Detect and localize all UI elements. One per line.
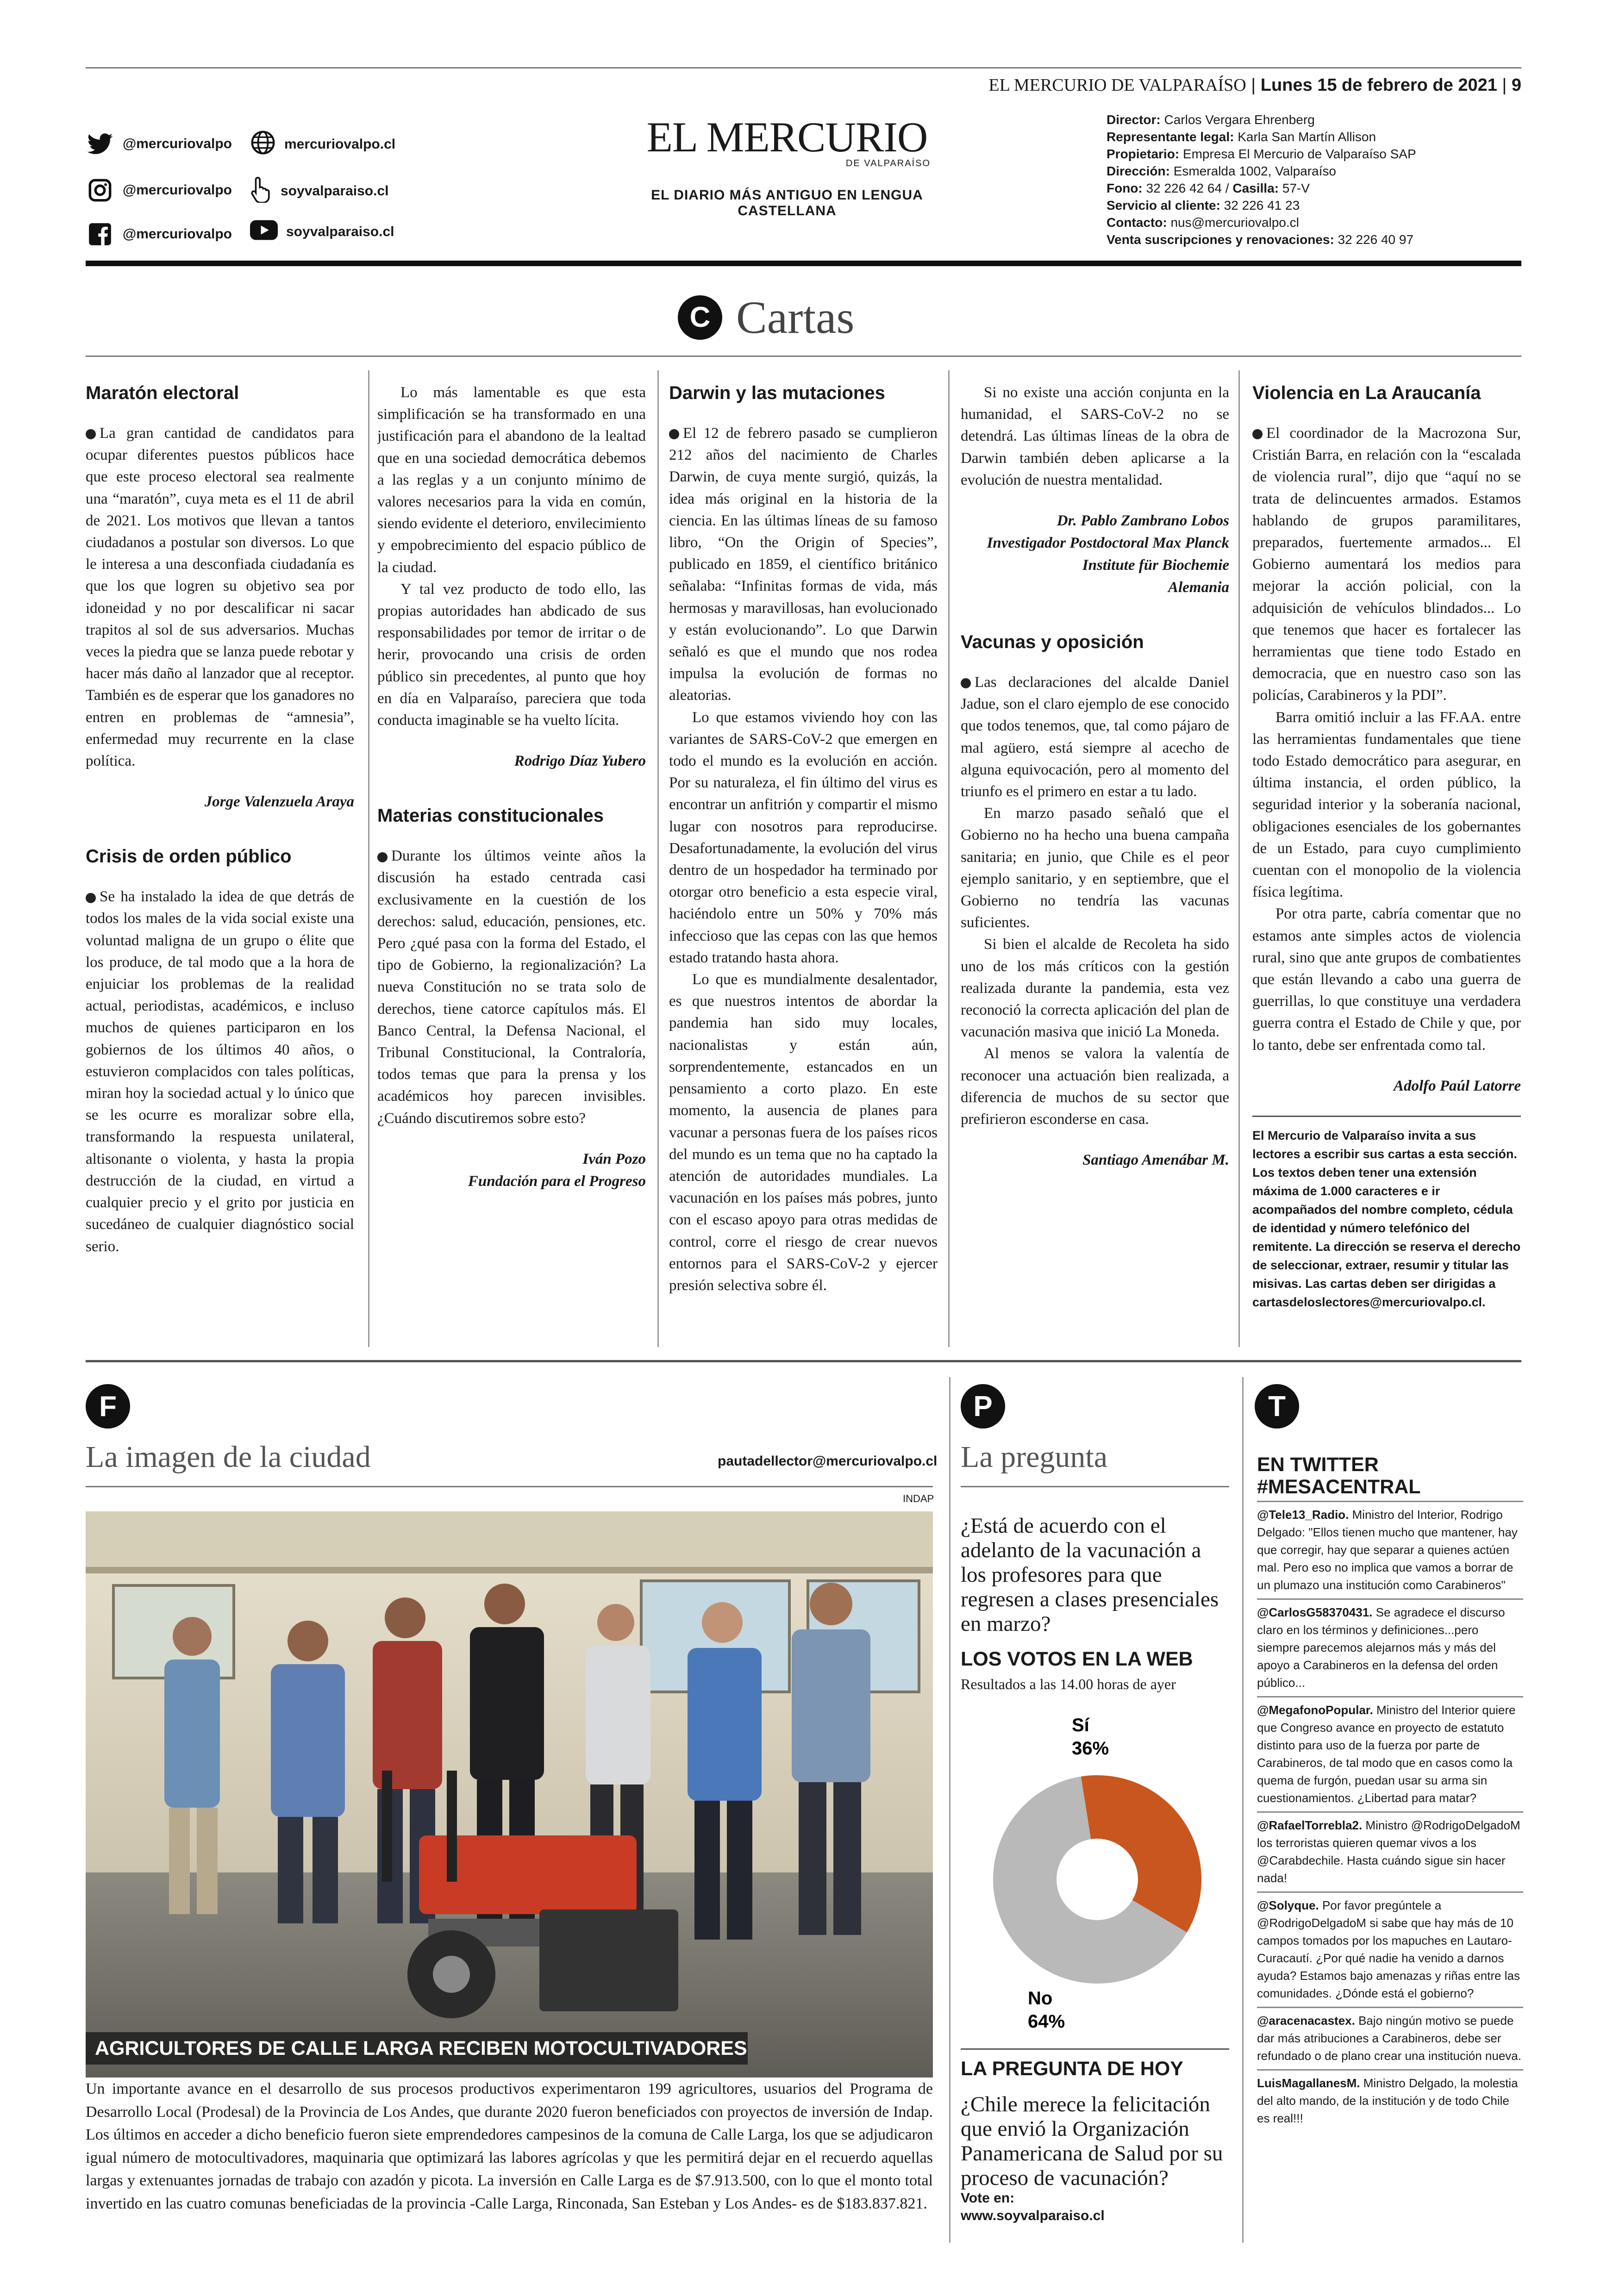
yes-percent: 36% xyxy=(1072,1738,1109,1759)
staff-box xyxy=(1107,111,1523,248)
photo-illustration xyxy=(86,1511,933,2078)
staff-line: Dirección: Esmeralda 1002, Valparaíso xyxy=(1107,164,1336,178)
masthead-subname: DE VALPARAÍSO xyxy=(845,158,931,168)
tweet: @Tele13_Radio. Ministro del Interior, Rodrigo Delgado: "Ellos tienen mucho que mantener, hay que corregir, hay que separar a quienes actúen mal. Pero eso no implica que vamos a borrar de un plumazo una institución como Carabineros" xyxy=(1257,1502,1523,1600)
vote-url[interactable]: www.soyvalparaiso.cl xyxy=(961,2208,1105,2223)
paper-name: EL MERCURIO DE VALPARAÍSO xyxy=(988,75,1246,95)
letter-paragraph: En marzo pasado señaló que el Gobierno no ha hecho una buena campaña sanitaria; en junio, que Chile es el peor ejemplo sanitario, y en septiembre, que el Gobierno no tendría las vacunas suficientes. xyxy=(961,805,1229,931)
poll-question: ¿Está de acuerdo con el adelanto de la vacunación a los profesores para que regresen a clases presenciales en marzo? xyxy=(961,1514,1219,1636)
votes-title: LOS VOTOS EN LA WEB xyxy=(961,1648,1193,1670)
letter-paragraph: Lo más lamentable es que esta simplificación se ha transformado en una justificación para el abandono de la lealtad que en una sociedad democrática debemos a las reglas y a un conjunto mínimo de valores necesarios para la vida en común, siendo evidente el deterioro, envilecimiento y empobrecimiento del espacio público de la ciudad. xyxy=(377,384,646,576)
twitter-handle: @mercuriovalpo xyxy=(123,136,232,151)
column-divider xyxy=(368,370,369,1347)
staff-line: Servicio al cliente: 32 226 41 23 xyxy=(1107,198,1300,212)
section-letter-p: P xyxy=(961,1384,1005,1429)
tweet: @CarlosG58370431. Se agradece el discurso claro en los términos y definiciones...pero siempre parecemos alejarnos más y más del apoyo a Carabineros en la defensa del orden público... xyxy=(1257,1600,1523,1697)
letter-paragraph: Si no existe una acción conjunta en la humanidad, el SARS-CoV-2 no se detendrá. Las últimas líneas de la obra de Darwin también deben aplicarse a la evolución de nuestra mentalidad. xyxy=(961,384,1229,488)
globe-icon xyxy=(250,130,276,159)
letter-title: Materias constitucionales xyxy=(377,805,604,826)
photo-credit: INDAP xyxy=(903,1493,934,1504)
photo-caption: Un importante avance en el desarrollo de sus procesos productivos experimentaron 199 agricultores, usuarios del Programa de Desarrollo Local (Prodesal) de la Provincia de Los Andes, que durante 2020 fueron beneficiados con proyectos de inversión de Indap. Los últimos en acceder a dicho beneficio fueron siete emprendedores campesinos de la comuna de Calle Larga, los que se adjudicaron igual número de motocultivadores, maquinaria que optimizará las labores agrícolas y que les permitirá dejar en el recuerdo aquellas largas y extenuantes jornadas de trabajo con azadón y picota. La inversión en Calle Larga es de $7.913.500, con lo que el monto total invertido en las cuatro comunas beneficiadas de la provincia -Calle Larga, Rinconada, San Esteban y Los Andes- es de $183.837.821. xyxy=(86,2080,933,2212)
column-2 xyxy=(377,382,646,1349)
bullet-icon xyxy=(961,678,971,688)
letter-paragraph: Durante los últimos veinte años la discusión ha estado centrada casi exclusivamente en la cuestión de los derechos: salud, educación, pensiones, etc. Pero ¿qué pasa con la forma del Estado, el tipo de Gobierno, la regionalización? La nueva Constitución no se trata solo de derechos, tiene catorce capítulos más. El Banco Central, la Defensa Nacional, el Tribunal Constitucional, la Contraloría, todos temas que para la prensa y los académicos hoy parecen invisibles. ¿Cuándo discutiremos sobre esto? xyxy=(377,848,646,1127)
instagram-handle: @mercuriovalpo xyxy=(123,182,232,198)
vote-label: Vote en: xyxy=(961,2190,1015,2206)
pregunta-hoy-rule xyxy=(961,2048,1229,2050)
bullet-icon xyxy=(1252,429,1263,439)
social-twitter[interactable] xyxy=(86,130,232,158)
column-divider xyxy=(1238,370,1240,1347)
bullet-icon xyxy=(377,852,388,862)
letter-paragraph: Lo que estamos viviendo hoy con las variantes de SARS-CoV-2 que emergen en todo el mundo es la evolución en acción. Por su naturaleza, el fin último del virus es encontrar un anfitrión y compartir el mismo lugar con nosotros para reproducirse. Desafortunadamente, la evolución del virus dentro de un hospedador ha terminado por otorgar otro beneficio a esta especie viral, haciéndolo entre un 50% y 70% más infeccioso que las cepas con las que hemos estado tratando hasta ahora. xyxy=(669,709,938,966)
donut-hole xyxy=(1057,1839,1138,1920)
letter-paragraph: Lo que es mundialmente desalentador, es que nuestros intentos de abordar la pandemia han sido muy locales, nacionalistas y están aún, sorprendentemente, estancados en un pensamiento a corto plazo. En este momento, la ausencia de planes para vacunar a personas fuera de los países ricos del mundo es un tema que no ha captado la atención de autoridades mundiales. La vacunación en los países más pobres, junto con el escaso apoyo para otras medidas de control, corre el riesgo de crear nuevos entornos para el SARS-CoV-2 y ejercer presión selectiva sobre él. xyxy=(669,971,938,1294)
section-letter-c: C xyxy=(678,295,722,340)
letter-signature: Adolfo Paúl Latorre xyxy=(1393,1077,1521,1094)
section-cartas-header xyxy=(678,291,854,344)
top-rule xyxy=(86,67,1521,69)
staff-line: Venta suscripciones y renovaciones: 32 226 40 97 xyxy=(1107,232,1414,247)
photo-headline: AGRICULTORES DE CALLE LARGA RECIBEN MOTOCULTIVADORES xyxy=(86,2032,748,2065)
staff-line: Fono: 32 226 42 64 / Casilla: 57-V xyxy=(1107,181,1310,195)
section-title-cartas: Cartas xyxy=(736,292,855,343)
twitter-title: EN TWITTER xyxy=(1257,1454,1379,1476)
page-number: 9 xyxy=(1511,75,1521,95)
tweet: @Solyque. Por favor pregúntele a @RodrigoDelgadoM si sabe que hay más de 10 campos tomados por los mapuches en Lautaro-Curacautí. ¿Por qué nadie ha venido a darnos ayuda? Estamos bajo amenazas y riñas entre las comunidades. ¿Dónde está el gobierno? xyxy=(1257,1893,1523,2008)
facebook-handle: @mercuriovalpo xyxy=(123,226,232,242)
youtube-icon xyxy=(250,220,278,244)
section-letter-t: T xyxy=(1255,1384,1299,1429)
section-letter-f: F xyxy=(86,1384,130,1429)
instagram-icon xyxy=(86,176,114,205)
pointer-hand-icon xyxy=(250,176,272,206)
staff-line: Contacto: nus@mercuriovalpo.cl xyxy=(1107,215,1299,230)
site-url: soyvalparaiso.cl xyxy=(281,183,389,199)
twitter-hashtag: #MESACENTRAL xyxy=(1257,1476,1523,1502)
no-label: No xyxy=(1028,1988,1053,2009)
letter-signature: Santiago Amenábar M. xyxy=(1082,1152,1229,1169)
poll-chart xyxy=(968,1703,1227,2055)
letter-paragraph: El 12 de febrero pasado se cumplieron 212 años del nacimiento de Charles Darwin, de cuya mente surgió, quizás, la idea más original en la historia de la ciencia. En las últimas líneas de su famoso libro, “On the Origin of Species”, publicado en 1859, el científico británico señalaba: “Infinitas formas de vida, más hermosas y maravillosas, han evolucionado y están evolucionando”. Lo que Darwin señaló es que el mundo que nos rodea impulsa la evolución de formas no aleatorias. xyxy=(669,425,938,704)
social-facebook[interactable] xyxy=(86,220,232,249)
bullet-icon xyxy=(86,893,96,903)
votes-subtitle: Resultados a las 14.00 horas de ayer xyxy=(961,1676,1176,1692)
social-youtube[interactable] xyxy=(250,220,394,244)
letter-signature: Rodrigo Díaz Yubero xyxy=(514,753,646,770)
letter-signature: Iván Pozo Fundación para el Progreso xyxy=(468,1150,646,1190)
letter-title: Darwin y las mutaciones xyxy=(669,383,885,403)
tweet: @MegafonoPopular. Ministro del Interior quiere que Congreso avance en proyecto de estatuto distinto para uso de la fuerza por parte de Carabineros, de tal modo que en casos como la quema de furgón, puedan usar su arma sin cuestionamientos. ¿Libertad para matar? xyxy=(1257,1697,1523,1813)
letter-title: Maratón electoral xyxy=(86,383,239,403)
bullet-icon xyxy=(669,429,679,439)
page-date: Lunes 15 de febrero de 2021 xyxy=(1260,75,1497,95)
column-divider xyxy=(949,1377,950,2243)
column-divider xyxy=(657,370,659,1347)
twitter-icon xyxy=(86,130,114,158)
tweet: @RafaelTorrebla2. Ministro @RodrigoDelgadoM los terroristas quieren quemar vivos a los @Carabdechile. Hasta cuándo sigue sin hacer nada! xyxy=(1257,1813,1523,1893)
twitter-column xyxy=(1257,1454,1523,2132)
contact-email[interactable]: pautadellector@mercuriovalpo.cl xyxy=(718,1454,938,1469)
letter-title: Vacunas y oposición xyxy=(961,632,1144,653)
today-question: ¿Chile merece la felicitación que envió la Organización Panamericana de Salud por su proceso de vacunación? xyxy=(961,2092,1223,2190)
section-rule xyxy=(86,1360,1521,1362)
column-1 xyxy=(86,382,354,1258)
staff-line: Propietario: Empresa El Mercurio de Valparaíso SAP xyxy=(1107,147,1416,161)
facebook-icon xyxy=(86,220,114,249)
header-rule xyxy=(86,261,1521,266)
bullet-icon xyxy=(86,429,96,439)
letter-paragraph: Al menos se valora la valentía de reconocer una actuación bien realizada, a diferencia de muchos de su sector que prefirieron esconderse en casa. xyxy=(961,1045,1229,1128)
letter-title: Crisis de orden público xyxy=(86,846,292,867)
section-title-imagen: La imagen de la ciudad xyxy=(86,1440,371,1474)
vote-info xyxy=(961,2190,1105,2225)
youtube-url: soyvalparaiso.cl xyxy=(286,224,394,239)
tweet: LuisMagallanesM. Ministro Delgado, la molestia del alto mando, de la institución y de todo Chile es real!!! xyxy=(1257,2076,1518,2125)
letter-paragraph: Se ha instalado la idea de que detrás de todos los males de la vida social existe una voluntad maligna de un grupo o élite que los produce, de tal modo que a la hora de enjuiciar los problemas de la realidad actual, periodistas, académicos, e incluso muchos de quienes participaron en los gobiernos de los últimos 40 años, o estuvieron complacidos con tales políticas, miran hoy la sociedad actual y lo único que se les ocurre es moralizar sobre ella, transformando la respuesta unilateral, altisonante o violenta, y hasta la propia destrucción de la ciudad, en virtud a cualquier precio y el grito por justicia en sucedáneo de cualquier diagnóstico social serio. xyxy=(86,888,354,1255)
social-site[interactable] xyxy=(250,176,388,206)
letter-paragraph: La gran cantidad de candidatos para ocupar diferentes puestos públicos hace que este proceso electoral sea realmente una “maratón”, cuya meta es el 11 de abril de 2021. Los motivos que llevan a tantos ciudadanos a postular son diversos. Lo que le interesa a una desconfiada ciudadanía es que los que logren su objetivo sea por idoneidad y no por descalificar ni sacar trapitos al sol de sus adversarios. Muchas veces la piedra que se lanza puede rebotar y hacer más daño al lanzador que al receptor. También es de esperar que los ganadores no entren en problemas de “amnesia”, enfermedad muy recurrente en la clase política. xyxy=(86,425,354,770)
column-3 xyxy=(669,382,938,1349)
masthead-name: EL MERCURIO xyxy=(646,113,928,161)
column-5 xyxy=(1252,382,1521,1311)
masthead-logo xyxy=(625,113,949,219)
cartas-rule xyxy=(86,356,1521,357)
news-photo xyxy=(86,1511,933,2078)
letter-title: Violencia en La Araucanía xyxy=(1252,383,1481,403)
web-url: mercuriovalpo.cl xyxy=(284,137,396,152)
social-instagram[interactable] xyxy=(86,176,232,205)
section-title-pregunta: La pregunta xyxy=(961,1440,1108,1474)
letter-paragraph: Barra omitió incluir a las FF.AA. entre las herramientas fundamentales que tiene todo Estado democrático para asegurar, en última instancia, el orden público, la seguridad interior y la soberanía nacional, obligaciones esenciales de los gobernantes de un Estado, para cuyo cumplimiento cuentan con el monopolio de la violencia física legítima. xyxy=(1252,709,1521,901)
social-web[interactable] xyxy=(250,130,395,159)
staff-line: Director: Carlos Vergara Ehrenberg xyxy=(1107,112,1315,127)
letters-notice: El Mercurio de Valparaíso invita a sus lectores a escribir sus cartas a esta sección. Los textos deben tener una extensión máxima de 1.000 caracteres e ir acompañados del nombre completo, cédula de identidad y número telefónico del remitente. La dirección se reserva el derecho de seleccionar, extraer, resumir y titular las misivas. Las cartas deben ser dirigidas a cartasdeloslectores@mercuriovalpo.cl. xyxy=(1252,1116,1521,1311)
letter-paragraph: Las declaraciones del alcalde Daniel Jadue, son el claro ejemplo de ese conocido que todos tenemos, que, tal como pájaro de mal agüero, está siempre al acecho de alguna equivocación, pero al momento del triunfo es el primero en estar a tu lado. xyxy=(961,674,1229,800)
letter-paragraph: Y tal vez producto de todo ello, las propias autoridades han abdicado de sus responsabilidades por temor de irritar o de herir, provocando una crisis de orden público sin precedentes, al punto que hoy en día en Valparaíso, pareciera que toda conducta imaginable se ha vuelto lícita. xyxy=(377,580,646,729)
column-divider xyxy=(1242,1377,1244,2243)
imagen-rule xyxy=(86,1486,933,1487)
letter-paragraph: Por otra parte, cabría comentar que no estamos ante simples actos de violencia rural, sino que ante grupos de combatientes que están llevando a cabo una guerra de guerrillas, lo que constituye una verdadera guerra contra el Estado de Chile y que, por lo tanto, debe ser enfrentada como tal. xyxy=(1252,905,1521,1054)
letter-signature: Jorge Valenzuela Araya xyxy=(204,793,354,811)
staff-line: Representante legal: Karla San Martín Allison xyxy=(1107,130,1376,144)
column-divider xyxy=(948,370,950,1347)
masthead-tagline: EL DIARIO MÁS ANTIGUO EN LENGUA CASTELLANA xyxy=(651,187,923,218)
letter-paragraph: El coordinador de la Macrozona Sur, Cristián Barra, en relación con la “escalada de violencia rural”, dijo que “aquí no se trata de delincuentes armados. Estamos hablando de grupos paramilitares, preparados, fuertemente armados... El Gobierno aumentará los medios para mejorar la acción policial, con la adquisición de vehículos blindados... Lo que tenemos que hacer es fortalecer las herramientas que tiene todo Estado en democracia, que en nuestro caso son las policías, Carabineros y la PDI”. xyxy=(1252,425,1521,704)
letter-signature: Dr. Pablo Zambrano Lobos Investigador Postdoctoral Max Planck Institute für Biochemie Alemania xyxy=(987,512,1229,596)
today-title: LA PREGUNTA DE HOY xyxy=(961,2058,1183,2080)
column-4 xyxy=(961,382,1229,1349)
pregunta-rule xyxy=(961,1486,1229,1487)
no-percent: 64% xyxy=(1028,2011,1065,2032)
letter-paragraph: Si bien el alcalde de Recoleta ha sido uno de los más críticos con la gestión realizada durante la pandemia, esta vez reconoció la correcta aplicación del plan de vacunación masiva que inició La Moneda. xyxy=(961,936,1229,1041)
page-info: EL MERCURIO DE VALPARAÍSO | Lunes 15 de febrero de 2021 | 9 xyxy=(988,75,1521,95)
yes-label: Sí xyxy=(1072,1715,1089,1735)
tweet: @aracenacastex. Bajo ningún motivo se puede dar más atribuciones a Carabineros, debe ser refundado o de plano crear una institución nueva. xyxy=(1257,2008,1523,2071)
